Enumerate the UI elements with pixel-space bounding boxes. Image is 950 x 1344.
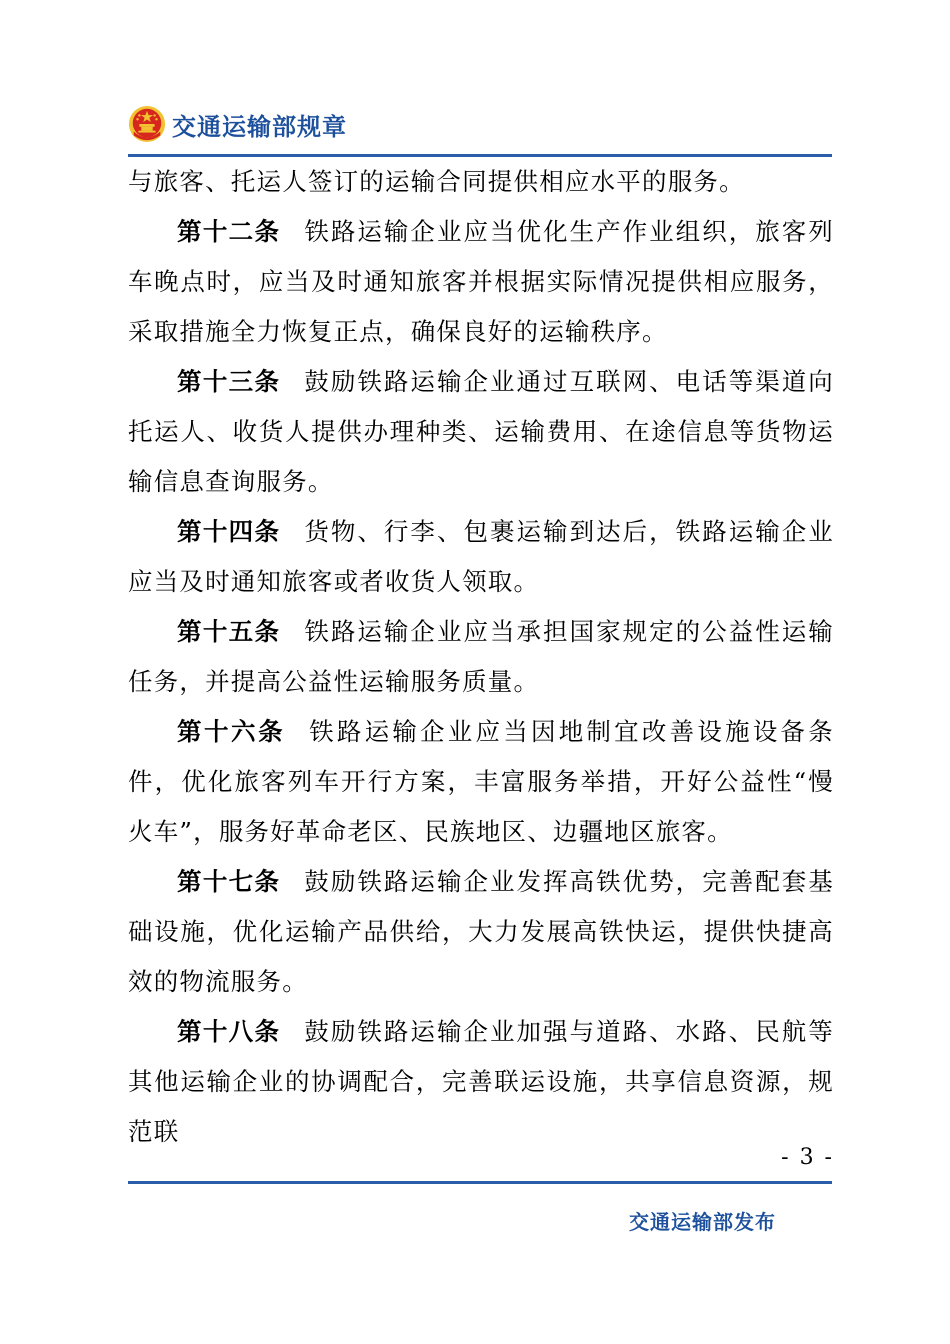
article-13	[128, 357, 834, 507]
article-label: 第十五条	[177, 617, 281, 646]
article-text: 货物、行李、包裹运输到达后，铁路运输企业应当及时通知旅客或者收货人领取。	[128, 517, 835, 596]
article-15	[128, 607, 834, 707]
article-16	[128, 707, 834, 857]
national-emblem-icon	[128, 105, 166, 143]
document-body	[128, 157, 834, 1157]
article-12	[128, 207, 834, 357]
article-text: 铁路运输企业应当因地制宜改善设施设备条件，优化旅客列车开行方案，丰富服务举措，开好公益性“慢火车”，服务好革命老区、民族地区、边疆地区旅客。	[128, 717, 834, 846]
header-title: 交通运输部规章	[172, 112, 347, 141]
article-label: 第十二条	[177, 217, 281, 246]
article-text: 鼓励铁路运输企业发挥高铁优势，完善配套基础设施，优化运输产品供给，大力发展高铁快运，提供快捷高效的物流服务。	[128, 867, 835, 996]
article-label: 第十八条	[177, 1017, 281, 1046]
footer-publisher: 交通运输部发布	[629, 1210, 776, 1234]
page-header	[128, 100, 347, 148]
article-text: 铁路运输企业应当承担国家规定的公益性运输任务，并提高公益性运输服务质量。	[128, 617, 835, 696]
article-label: 第十六条	[177, 717, 286, 746]
article-label: 第十四条	[177, 517, 281, 546]
page-number: - 3 -	[781, 1145, 834, 1170]
article-text: 鼓励铁路运输企业加强与道路、水路、民航等其他运输企业的协调配合，完善联运设施，共享信息资源，规范联	[128, 1017, 835, 1146]
article-text: 铁路运输企业应当优化生产作业组织，旅客列车晚点时，应当及时通知旅客并根据实际情况提供相应服务，采取措施全力恢复正点，确保良好的运输秩序。	[128, 217, 835, 346]
article-17	[128, 857, 834, 1007]
continuation-paragraph: 与旅客、托运人签订的运输合同提供相应水平的服务。	[128, 167, 745, 196]
article-label: 第十七条	[177, 867, 281, 896]
article-text: 鼓励铁路运输企业通过互联网、电话等渠道向托运人、收货人提供办理种类、运输费用、在途信息等货物运输信息查询服务。	[128, 367, 835, 496]
article-18	[128, 1007, 834, 1157]
footer-divider	[128, 1181, 832, 1184]
article-14	[128, 507, 834, 607]
article-label: 第十三条	[177, 367, 281, 396]
